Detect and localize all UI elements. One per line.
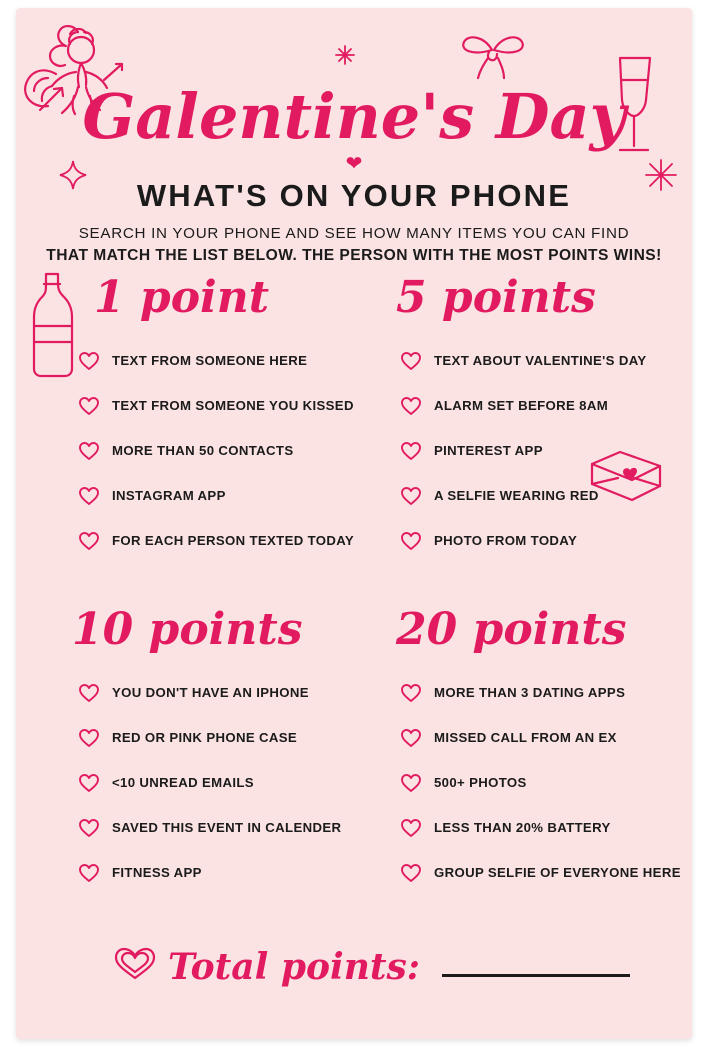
- list-item-label: TEXT FROM SOMEONE HERE: [112, 353, 308, 368]
- list-item[interactable]: [36, 518, 356, 563]
- list-item[interactable]: [36, 805, 356, 850]
- heart-checkbox-icon[interactable]: [396, 863, 426, 883]
- heart-checkbox-icon[interactable]: [396, 486, 426, 506]
- list-item-label: MISSED CALL FROM AN EX: [434, 730, 617, 745]
- bow-icon: [456, 30, 530, 82]
- list-item-label: SAVED THIS EVENT IN CALENDER: [112, 820, 342, 835]
- double-heart-icon: [112, 946, 158, 987]
- list-item[interactable]: [36, 670, 356, 715]
- list-item-label: PHOTO FROM TODAY: [434, 533, 578, 548]
- list-item[interactable]: [368, 805, 688, 850]
- list-item[interactable]: [36, 338, 356, 383]
- list-item-label: ALARM SET BEFORE 8AM: [434, 398, 609, 413]
- heart-checkbox-icon[interactable]: [396, 818, 426, 838]
- list-item-label: TEXT FROM SOMEONE YOU KISSED: [112, 398, 354, 413]
- section-title: 10 points: [72, 604, 303, 655]
- list-item-label: MORE THAN 50 CONTACTS: [112, 443, 294, 458]
- heart-checkbox-icon[interactable]: [396, 351, 426, 371]
- list-item[interactable]: [368, 428, 688, 473]
- section-title: 1 point: [94, 272, 270, 323]
- list-item[interactable]: [368, 383, 688, 428]
- list-item[interactable]: [368, 338, 688, 383]
- list-item-label: FOR EACH PERSON TEXTED TODAY: [112, 533, 355, 548]
- list-item-label: LESS THAN 20% BATTERY: [434, 820, 611, 835]
- section-20-points: [368, 604, 688, 895]
- section-1-point: [36, 272, 356, 563]
- instructions: [16, 224, 692, 266]
- list-item[interactable]: [368, 715, 688, 760]
- checklist: [368, 670, 688, 895]
- list-item-label: INSTAGRAM APP: [112, 488, 226, 503]
- list-item[interactable]: [368, 760, 688, 805]
- heart-checkbox-icon[interactable]: [74, 683, 104, 703]
- checklist: [36, 670, 356, 895]
- list-item-label: RED OR PINK PHONE CASE: [112, 730, 298, 745]
- heart-checkbox-icon[interactable]: [74, 818, 104, 838]
- list-item-label: TEXT ABOUT VALENTINE'S DAY: [434, 353, 647, 368]
- heart-checkbox-icon[interactable]: [74, 773, 104, 793]
- instructions-line-1: SEARCH IN YOUR PHONE AND SEE HOW MANY ITEMS YOU CAN FIND: [78, 225, 630, 242]
- heart-checkbox-icon[interactable]: [74, 728, 104, 748]
- list-item-label: MORE THAN 3 DATING APPS: [434, 685, 626, 700]
- list-item[interactable]: [36, 428, 356, 473]
- section-5-points: [368, 272, 688, 563]
- list-item[interactable]: [36, 473, 356, 518]
- heart-checkbox-icon[interactable]: [396, 728, 426, 748]
- heart-checkbox-icon[interactable]: [396, 773, 426, 793]
- heart-checkbox-icon[interactable]: [74, 396, 104, 416]
- heart-checkbox-icon[interactable]: [74, 863, 104, 883]
- section-10-points: [36, 604, 356, 895]
- page-subtitle: WHAT'S ON YOUR PHONE: [136, 178, 572, 213]
- list-item-label: <10 UNREAD EMAILS: [112, 775, 254, 790]
- list-item[interactable]: [36, 383, 356, 428]
- total-points-row: [112, 946, 630, 987]
- section-title: 20 points: [396, 604, 627, 655]
- checklist: [368, 338, 688, 563]
- list-item-label: YOU DON'T HAVE AN IPHONE: [112, 685, 309, 700]
- total-points-label: Total points:: [168, 945, 421, 988]
- list-item-label: A SELFIE WEARING RED: [434, 488, 599, 503]
- heart-checkbox-icon[interactable]: [396, 441, 426, 461]
- heart-checkbox-icon[interactable]: [74, 441, 104, 461]
- heart-checkbox-icon[interactable]: [396, 683, 426, 703]
- list-item[interactable]: [368, 670, 688, 715]
- page-title: Galentine's Day: [82, 80, 626, 153]
- heart-checkbox-icon[interactable]: [74, 531, 104, 551]
- list-item-label: PINTEREST APP: [434, 443, 543, 458]
- heart-checkbox-icon[interactable]: [74, 351, 104, 371]
- heart-checkbox-icon[interactable]: [396, 531, 426, 551]
- list-item-label: FITNESS APP: [112, 865, 202, 880]
- heart-checkbox-icon[interactable]: [74, 486, 104, 506]
- list-item[interactable]: [36, 760, 356, 805]
- list-item[interactable]: [368, 518, 688, 563]
- heart-icon: ❤: [345, 153, 363, 175]
- heart-checkbox-icon[interactable]: [396, 396, 426, 416]
- list-item[interactable]: [368, 473, 688, 518]
- list-item-label: GROUP SELFIE OF EVERYONE HERE: [434, 865, 681, 880]
- list-item[interactable]: [36, 850, 356, 895]
- list-item[interactable]: [36, 715, 356, 760]
- instructions-line-2: THAT MATCH THE LIST BELOW. THE PERSON WITH THE MOST POINTS WINS!: [46, 246, 662, 264]
- galentines-day-poster: [16, 8, 692, 1039]
- section-title: 5 points: [396, 272, 596, 323]
- total-points-input[interactable]: [442, 974, 630, 977]
- sparkle-icon: [334, 44, 356, 66]
- checklist: [36, 338, 356, 563]
- list-item[interactable]: [368, 850, 688, 895]
- list-item-label: 500+ PHOTOS: [434, 775, 527, 790]
